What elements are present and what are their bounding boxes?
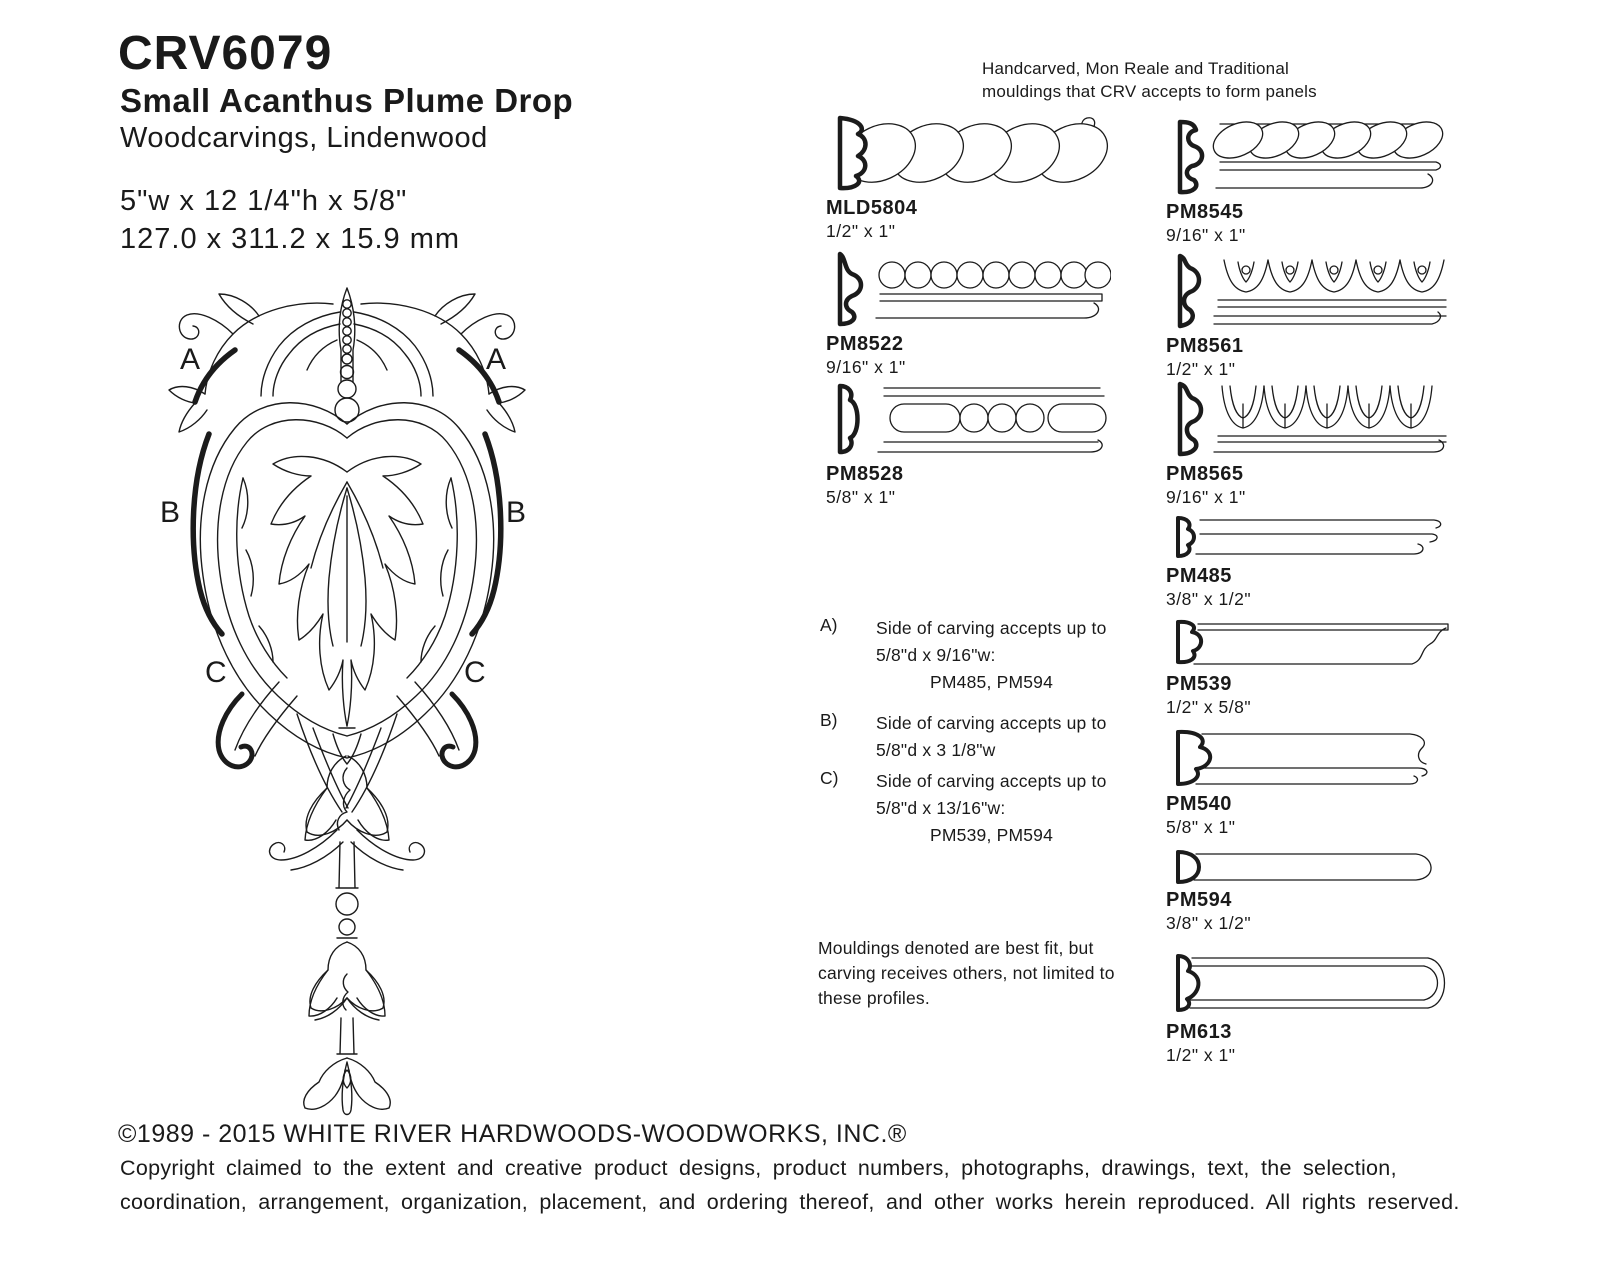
moulding-size: 9/16" x 1" xyxy=(826,357,906,377)
moulding-code: PM594 xyxy=(1166,889,1232,911)
moulding-code: PM485 xyxy=(1166,565,1232,587)
moulding-size: 3/8" x 1/2" xyxy=(1166,589,1252,609)
moulding-code: PM8528 xyxy=(826,463,904,485)
moulding-profile-drawing-pm540 xyxy=(1166,726,1451,790)
moulding-cell-pm8565 xyxy=(1166,378,1466,508)
moulding-cell-pm485 xyxy=(1166,512,1466,610)
acanthus-plume-drop-illustration xyxy=(147,282,547,1122)
carving-label-c-right: C xyxy=(464,656,486,689)
page-title: CRV6079 xyxy=(118,27,333,80)
note-b-text xyxy=(876,710,1107,764)
note-a-label: A) xyxy=(820,615,838,635)
note-c-line1: Side of carving accepts up to xyxy=(876,771,1107,791)
moulding-profile-drawing-pm594-half-round xyxy=(1166,848,1451,886)
moulding-code: MLD5804 xyxy=(826,197,918,219)
mouldings-header xyxy=(982,57,1317,103)
note-a-text xyxy=(876,615,1107,696)
note-b-line1: Side of carving accepts up to xyxy=(876,713,1107,733)
note-c-products: PM539, PM594 xyxy=(930,825,1054,845)
note-b-label: B) xyxy=(820,710,838,730)
note-b-line2: 5/8"d x 3 1/8"w xyxy=(876,740,996,760)
moulding-code: PM8522 xyxy=(826,333,904,355)
mouldings-header-line2: mouldings that CRV accepts to form panels xyxy=(982,82,1317,101)
mouldings-header-line1: Handcarved, Mon Reale and Traditional xyxy=(982,59,1289,78)
product-category: Woodcarvings, Lindenwood xyxy=(120,122,488,154)
carving-label-a-right: A xyxy=(486,343,507,376)
carving-drawing xyxy=(147,282,547,1122)
moulding-cell-pm8561 xyxy=(1166,250,1466,380)
moulding-cell-pm540 xyxy=(1166,726,1466,838)
carving-label-a-left: A xyxy=(180,343,201,376)
moulding-code: PM8545 xyxy=(1166,201,1244,223)
moulding-profile-drawing-pm8545-rope xyxy=(1166,116,1451,198)
moulding-cell-pm594 xyxy=(1166,848,1466,934)
moulding-cell-pm8522 xyxy=(826,248,1126,378)
dimensions-mm: 127.0 x 311.2 x 15.9 mm xyxy=(120,223,461,255)
moulding-size: 5/8" x 1" xyxy=(826,487,896,507)
note-c-label: C) xyxy=(820,768,839,788)
note-a-line2: 5/8"d x 9/16"w: xyxy=(876,645,996,665)
moulding-size: 1/2" x 1" xyxy=(826,221,896,241)
product-name: Small Acanthus Plume Drop xyxy=(120,82,574,119)
dimensions-inches: 5"w x 12 1/4"h x 5/8" xyxy=(120,185,408,217)
note-a-products: PM485, PM594 xyxy=(930,672,1054,692)
moulding-size: 1/2" x 5/8" xyxy=(1166,697,1252,717)
moulding-code: PM8565 xyxy=(1166,463,1244,485)
moulding-cell-pm613 xyxy=(1166,948,1466,1066)
moulding-profile-drawing-pm613 xyxy=(1166,948,1451,1018)
moulding-size: 1/2" x 1" xyxy=(1166,1045,1236,1065)
footer-copyright-line3: coordination, arrangement, organization, placement, and ordering thereof, and other works herein reproduced. All rights reserved. xyxy=(120,1190,1460,1214)
carving-label-c-left: C xyxy=(205,656,227,689)
moulding-profile-drawing-pm8528-bead-barrel xyxy=(826,378,1111,460)
moulding-profile-drawing-pm539 xyxy=(1166,616,1451,670)
moulding-size: 9/16" x 1" xyxy=(1166,487,1246,507)
moulding-size: 3/8" x 1/2" xyxy=(1166,913,1252,933)
moulding-cell-mld5804 xyxy=(826,112,1126,242)
moulding-profile-drawing-mld5804-rope xyxy=(826,112,1111,194)
moulding-cell-pm8545 xyxy=(1166,116,1466,246)
moulding-size: 9/16" x 1" xyxy=(1166,225,1246,245)
moulding-code: PM613 xyxy=(1166,1021,1232,1043)
note-c-text xyxy=(876,768,1107,849)
product-dimensions xyxy=(120,182,460,258)
note-c-line2: 5/8"d x 13/16"w: xyxy=(876,798,1006,818)
moulding-profile-drawing-pm8561-leaf xyxy=(1166,250,1451,332)
moulding-profile-drawing-pm8565-lambs-tongue xyxy=(1166,378,1451,460)
carving-label-b-right: B xyxy=(506,496,527,529)
footer-copyright-line2: Copyright claimed to the extent and creative product designs, product numbers, photographs, drawings, text, the selection, xyxy=(120,1156,1397,1180)
moulding-profile-drawing-pm485 xyxy=(1166,512,1451,562)
carving-label-b-left: B xyxy=(160,496,181,529)
moulding-code: PM540 xyxy=(1166,793,1232,815)
moulding-cell-pm539 xyxy=(1166,616,1466,718)
moulding-code: PM539 xyxy=(1166,673,1232,695)
fit-note: Mouldings denoted are best fit, but carving receives others, not limited to these profiles. xyxy=(818,938,1115,1008)
moulding-size: 1/2" x 1" xyxy=(1166,359,1236,379)
footer-copyright-line1: ©1989 - 2015 WHITE RIVER HARDWOODS-WOODWORKS, INC.® xyxy=(118,1120,907,1148)
moulding-size: 5/8" x 1" xyxy=(1166,817,1236,837)
moulding-cell-pm8528 xyxy=(826,378,1126,508)
moulding-profile-drawing-pm8522-beads xyxy=(826,248,1111,330)
note-a-line1: Side of carving accepts up to xyxy=(876,618,1107,638)
moulding-code: PM8561 xyxy=(1166,335,1244,357)
